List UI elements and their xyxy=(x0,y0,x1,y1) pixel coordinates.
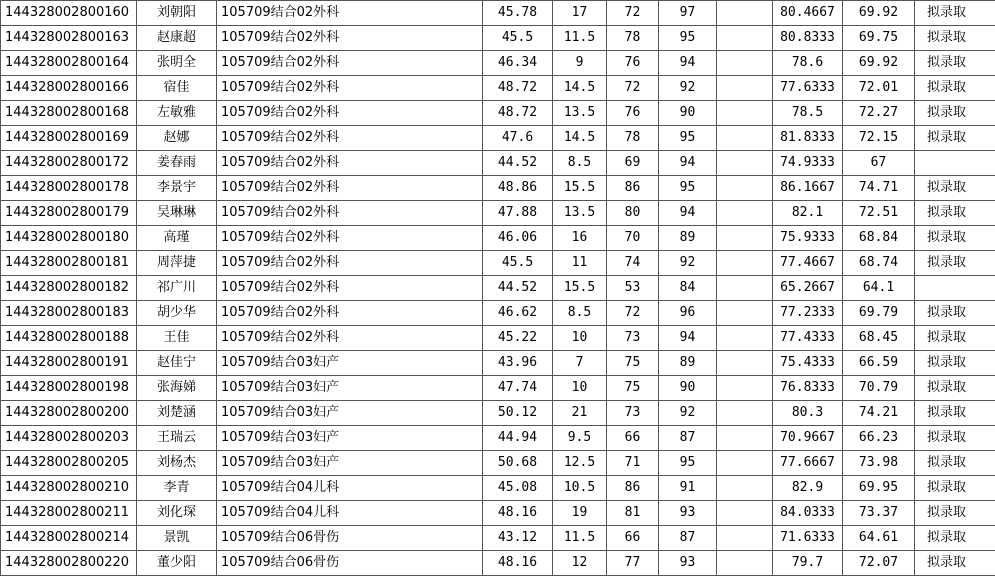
candidate-name-cell: 赵康超 xyxy=(137,26,217,51)
table-row xyxy=(1,251,995,276)
candidate-id-cell: 144328002800188 xyxy=(1,326,137,351)
candidate-id-cell: 144328002800168 xyxy=(1,101,137,126)
score-3-cell: 78 xyxy=(607,126,659,151)
composite-score-cell: 82.1 xyxy=(773,201,843,226)
table-row xyxy=(1,351,995,376)
admission-status-cell: 拟录取 xyxy=(915,176,995,201)
table-row xyxy=(1,401,995,426)
score-3-cell: 77 xyxy=(607,551,659,576)
admission-status-cell: 拟录取 xyxy=(915,376,995,401)
table-row xyxy=(1,301,995,326)
score-4-cell: 92 xyxy=(659,76,717,101)
blank-cell xyxy=(717,201,773,226)
total-score-cell: 72.51 xyxy=(843,201,915,226)
program-cell: 105709结合02外科 xyxy=(217,1,483,26)
program-cell: 105709结合03妇产 xyxy=(217,376,483,401)
score-4-cell: 89 xyxy=(659,351,717,376)
total-score-cell: 69.92 xyxy=(843,1,915,26)
table-row xyxy=(1,426,995,451)
score-3-cell: 72 xyxy=(607,301,659,326)
total-score-cell: 68.84 xyxy=(843,226,915,251)
score-1-cell: 47.6 xyxy=(483,126,553,151)
program-cell: 105709结合03妇产 xyxy=(217,426,483,451)
score-1-cell: 45.08 xyxy=(483,476,553,501)
score-1-cell: 45.22 xyxy=(483,326,553,351)
score-4-cell: 93 xyxy=(659,501,717,526)
score-1-cell: 45.78 xyxy=(483,1,553,26)
total-score-cell: 69.75 xyxy=(843,26,915,51)
admission-status-cell xyxy=(915,276,995,301)
composite-score-cell: 81.8333 xyxy=(773,126,843,151)
composite-score-cell: 75.4333 xyxy=(773,351,843,376)
total-score-cell: 73.37 xyxy=(843,501,915,526)
program-cell: 105709结合02外科 xyxy=(217,326,483,351)
score-4-cell: 95 xyxy=(659,451,717,476)
score-1-cell: 45.5 xyxy=(483,251,553,276)
program-cell: 105709结合02外科 xyxy=(217,76,483,101)
admission-status-cell: 拟录取 xyxy=(915,201,995,226)
total-score-cell: 68.45 xyxy=(843,326,915,351)
total-score-cell: 69.95 xyxy=(843,476,915,501)
score-2-cell: 9.5 xyxy=(553,426,607,451)
composite-score-cell: 65.2667 xyxy=(773,276,843,301)
candidate-id-cell: 144328002800179 xyxy=(1,201,137,226)
blank-cell xyxy=(717,476,773,501)
table-row xyxy=(1,226,995,251)
admission-status-cell xyxy=(915,151,995,176)
table-row xyxy=(1,501,995,526)
score-4-cell: 90 xyxy=(659,101,717,126)
candidate-name-cell: 王瑞云 xyxy=(137,426,217,451)
candidate-name-cell: 吴琳琳 xyxy=(137,201,217,226)
table-row xyxy=(1,26,995,51)
score-1-cell: 43.96 xyxy=(483,351,553,376)
score-3-cell: 76 xyxy=(607,51,659,76)
blank-cell xyxy=(717,551,773,576)
program-cell: 105709结合02外科 xyxy=(217,176,483,201)
candidate-name-cell: 赵娜 xyxy=(137,126,217,151)
program-cell: 105709结合03妇产 xyxy=(217,351,483,376)
blank-cell xyxy=(717,451,773,476)
score-4-cell: 91 xyxy=(659,476,717,501)
table-row xyxy=(1,101,995,126)
score-2-cell: 8.5 xyxy=(553,301,607,326)
admission-status-cell: 拟录取 xyxy=(915,326,995,351)
score-4-cell: 93 xyxy=(659,551,717,576)
candidate-id-cell: 144328002800203 xyxy=(1,426,137,451)
candidate-name-cell: 王佳 xyxy=(137,326,217,351)
score-2-cell: 8.5 xyxy=(553,151,607,176)
table-row xyxy=(1,126,995,151)
total-score-cell: 66.23 xyxy=(843,426,915,451)
table-row xyxy=(1,51,995,76)
score-4-cell: 92 xyxy=(659,401,717,426)
table-row xyxy=(1,276,995,301)
blank-cell xyxy=(717,276,773,301)
score-3-cell: 73 xyxy=(607,326,659,351)
composite-score-cell: 77.4667 xyxy=(773,251,843,276)
score-3-cell: 74 xyxy=(607,251,659,276)
score-2-cell: 13.5 xyxy=(553,101,607,126)
score-4-cell: 87 xyxy=(659,526,717,551)
candidate-id-cell: 144328002800214 xyxy=(1,526,137,551)
total-score-cell: 72.01 xyxy=(843,76,915,101)
total-score-cell: 70.79 xyxy=(843,376,915,401)
admission-status-cell: 拟录取 xyxy=(915,76,995,101)
score-3-cell: 71 xyxy=(607,451,659,476)
score-1-cell: 45.5 xyxy=(483,26,553,51)
score-2-cell: 16 xyxy=(553,226,607,251)
score-3-cell: 70 xyxy=(607,226,659,251)
candidate-name-cell: 高瑾 xyxy=(137,226,217,251)
score-4-cell: 90 xyxy=(659,376,717,401)
score-1-cell: 48.72 xyxy=(483,101,553,126)
candidate-name-cell: 刘楚涵 xyxy=(137,401,217,426)
total-score-cell: 64.1 xyxy=(843,276,915,301)
candidate-name-cell: 祁广川 xyxy=(137,276,217,301)
score-1-cell: 47.74 xyxy=(483,376,553,401)
score-3-cell: 75 xyxy=(607,351,659,376)
blank-cell xyxy=(717,326,773,351)
score-1-cell: 44.52 xyxy=(483,276,553,301)
admission-status-cell: 拟录取 xyxy=(915,551,995,576)
composite-score-cell: 79.7 xyxy=(773,551,843,576)
blank-cell xyxy=(717,101,773,126)
score-2-cell: 13.5 xyxy=(553,201,607,226)
blank-cell xyxy=(717,126,773,151)
blank-cell xyxy=(717,351,773,376)
composite-score-cell: 80.4667 xyxy=(773,1,843,26)
score-2-cell: 12.5 xyxy=(553,451,607,476)
program-cell: 105709结合03妇产 xyxy=(217,401,483,426)
score-4-cell: 84 xyxy=(659,276,717,301)
total-score-cell: 72.07 xyxy=(843,551,915,576)
score-1-cell: 44.52 xyxy=(483,151,553,176)
score-2-cell: 12 xyxy=(553,551,607,576)
composite-score-cell: 78.5 xyxy=(773,101,843,126)
candidate-id-cell: 144328002800183 xyxy=(1,301,137,326)
score-2-cell: 17 xyxy=(553,1,607,26)
program-cell: 105709结合02外科 xyxy=(217,151,483,176)
blank-cell xyxy=(717,51,773,76)
candidate-id-cell: 144328002800169 xyxy=(1,126,137,151)
admission-status-cell: 拟录取 xyxy=(915,126,995,151)
total-score-cell: 74.71 xyxy=(843,176,915,201)
candidate-id-cell: 144328002800163 xyxy=(1,26,137,51)
table-row xyxy=(1,551,995,576)
score-4-cell: 95 xyxy=(659,26,717,51)
score-1-cell: 46.62 xyxy=(483,301,553,326)
candidate-name-cell: 刘杨杰 xyxy=(137,451,217,476)
score-1-cell: 46.06 xyxy=(483,226,553,251)
table-row xyxy=(1,176,995,201)
candidate-id-cell: 144328002800166 xyxy=(1,76,137,101)
score-3-cell: 66 xyxy=(607,526,659,551)
program-cell: 105709结合02外科 xyxy=(217,201,483,226)
score-2-cell: 14.5 xyxy=(553,126,607,151)
total-score-cell: 67 xyxy=(843,151,915,176)
program-cell: 105709结合02外科 xyxy=(217,126,483,151)
total-score-cell: 72.27 xyxy=(843,101,915,126)
score-1-cell: 47.88 xyxy=(483,201,553,226)
score-1-cell: 48.72 xyxy=(483,76,553,101)
program-cell: 105709结合02外科 xyxy=(217,276,483,301)
composite-score-cell: 76.8333 xyxy=(773,376,843,401)
composite-score-cell: 77.6333 xyxy=(773,76,843,101)
candidate-name-cell: 姜春雨 xyxy=(137,151,217,176)
candidate-id-cell: 144328002800164 xyxy=(1,51,137,76)
score-3-cell: 69 xyxy=(607,151,659,176)
score-4-cell: 94 xyxy=(659,151,717,176)
table-row xyxy=(1,376,995,401)
candidate-id-cell: 144328002800198 xyxy=(1,376,137,401)
score-4-cell: 95 xyxy=(659,126,717,151)
score-4-cell: 96 xyxy=(659,301,717,326)
blank-cell xyxy=(717,501,773,526)
admission-status-cell: 拟录取 xyxy=(915,251,995,276)
score-2-cell: 7 xyxy=(553,351,607,376)
admission-status-cell: 拟录取 xyxy=(915,301,995,326)
table-row xyxy=(1,201,995,226)
total-score-cell: 74.21 xyxy=(843,401,915,426)
score-3-cell: 75 xyxy=(607,376,659,401)
admission-status-cell: 拟录取 xyxy=(915,426,995,451)
table-row xyxy=(1,326,995,351)
blank-cell xyxy=(717,176,773,201)
score-2-cell: 10 xyxy=(553,326,607,351)
candidate-name-cell: 张明全 xyxy=(137,51,217,76)
total-score-cell: 73.98 xyxy=(843,451,915,476)
score-3-cell: 72 xyxy=(607,1,659,26)
score-2-cell: 11 xyxy=(553,251,607,276)
score-2-cell: 21 xyxy=(553,401,607,426)
blank-cell xyxy=(717,76,773,101)
score-3-cell: 78 xyxy=(607,26,659,51)
admission-status-cell: 拟录取 xyxy=(915,501,995,526)
score-2-cell: 9 xyxy=(553,51,607,76)
total-score-cell: 64.61 xyxy=(843,526,915,551)
blank-cell xyxy=(717,251,773,276)
score-1-cell: 48.16 xyxy=(483,551,553,576)
score-2-cell: 19 xyxy=(553,501,607,526)
score-4-cell: 94 xyxy=(659,201,717,226)
score-4-cell: 89 xyxy=(659,226,717,251)
admission-status-cell: 拟录取 xyxy=(915,526,995,551)
blank-cell xyxy=(717,151,773,176)
score-4-cell: 94 xyxy=(659,326,717,351)
score-1-cell: 50.68 xyxy=(483,451,553,476)
candidate-name-cell: 胡少华 xyxy=(137,301,217,326)
program-cell: 105709结合02外科 xyxy=(217,51,483,76)
total-score-cell: 68.74 xyxy=(843,251,915,276)
program-cell: 105709结合03妇产 xyxy=(217,451,483,476)
program-cell: 105709结合06骨伤 xyxy=(217,551,483,576)
admission-status-cell: 拟录取 xyxy=(915,476,995,501)
candidate-id-cell: 144328002800191 xyxy=(1,351,137,376)
score-2-cell: 11.5 xyxy=(553,526,607,551)
candidate-name-cell: 李景宇 xyxy=(137,176,217,201)
total-score-cell: 69.92 xyxy=(843,51,915,76)
composite-score-cell: 71.6333 xyxy=(773,526,843,551)
table-row xyxy=(1,76,995,101)
score-3-cell: 66 xyxy=(607,426,659,451)
composite-score-cell: 78.6 xyxy=(773,51,843,76)
candidate-id-cell: 144328002800205 xyxy=(1,451,137,476)
admission-status-cell: 拟录取 xyxy=(915,451,995,476)
admission-status-cell: 拟录取 xyxy=(915,101,995,126)
score-3-cell: 76 xyxy=(607,101,659,126)
table-row xyxy=(1,1,995,26)
score-2-cell: 15.5 xyxy=(553,276,607,301)
admission-status-cell: 拟录取 xyxy=(915,401,995,426)
candidate-name-cell: 宿佳 xyxy=(137,76,217,101)
admission-status-cell: 拟录取 xyxy=(915,26,995,51)
candidate-name-cell: 周萍捷 xyxy=(137,251,217,276)
candidate-id-cell: 144328002800180 xyxy=(1,226,137,251)
candidate-name-cell: 张海娣 xyxy=(137,376,217,401)
score-4-cell: 94 xyxy=(659,51,717,76)
candidate-id-cell: 144328002800210 xyxy=(1,476,137,501)
total-score-cell: 66.59 xyxy=(843,351,915,376)
program-cell: 105709结合02外科 xyxy=(217,101,483,126)
candidate-name-cell: 刘朝阳 xyxy=(137,1,217,26)
candidate-name-cell: 董少阳 xyxy=(137,551,217,576)
candidate-id-cell: 144328002800172 xyxy=(1,151,137,176)
admission-status-cell: 拟录取 xyxy=(915,226,995,251)
candidate-id-cell: 144328002800220 xyxy=(1,551,137,576)
candidate-name-cell: 赵佳宁 xyxy=(137,351,217,376)
candidate-id-cell: 144328002800200 xyxy=(1,401,137,426)
blank-cell xyxy=(717,376,773,401)
composite-score-cell: 86.1667 xyxy=(773,176,843,201)
total-score-cell: 69.79 xyxy=(843,301,915,326)
candidate-name-cell: 景凯 xyxy=(137,526,217,551)
composite-score-cell: 75.9333 xyxy=(773,226,843,251)
composite-score-cell: 82.9 xyxy=(773,476,843,501)
total-score-cell: 72.15 xyxy=(843,126,915,151)
score-1-cell: 46.34 xyxy=(483,51,553,76)
blank-cell xyxy=(717,226,773,251)
score-2-cell: 15.5 xyxy=(553,176,607,201)
score-2-cell: 10 xyxy=(553,376,607,401)
score-1-cell: 48.86 xyxy=(483,176,553,201)
score-3-cell: 81 xyxy=(607,501,659,526)
table-row xyxy=(1,526,995,551)
table-row xyxy=(1,476,995,501)
score-4-cell: 87 xyxy=(659,426,717,451)
candidate-id-cell: 144328002800181 xyxy=(1,251,137,276)
score-3-cell: 72 xyxy=(607,76,659,101)
composite-score-cell: 74.9333 xyxy=(773,151,843,176)
score-2-cell: 10.5 xyxy=(553,476,607,501)
candidate-id-cell: 144328002800178 xyxy=(1,176,137,201)
score-2-cell: 14.5 xyxy=(553,76,607,101)
score-4-cell: 95 xyxy=(659,176,717,201)
composite-score-cell: 77.6667 xyxy=(773,451,843,476)
program-cell: 105709结合04儿科 xyxy=(217,476,483,501)
blank-cell xyxy=(717,301,773,326)
score-3-cell: 86 xyxy=(607,176,659,201)
blank-cell xyxy=(717,401,773,426)
score-3-cell: 53 xyxy=(607,276,659,301)
score-1-cell: 50.12 xyxy=(483,401,553,426)
composite-score-cell: 84.0333 xyxy=(773,501,843,526)
score-1-cell: 48.16 xyxy=(483,501,553,526)
candidate-id-cell: 144328002800211 xyxy=(1,501,137,526)
candidate-id-cell: 144328002800182 xyxy=(1,276,137,301)
score-4-cell: 92 xyxy=(659,251,717,276)
candidate-name-cell: 李青 xyxy=(137,476,217,501)
program-cell: 105709结合04儿科 xyxy=(217,501,483,526)
score-1-cell: 44.94 xyxy=(483,426,553,451)
blank-cell xyxy=(717,426,773,451)
score-3-cell: 86 xyxy=(607,476,659,501)
blank-cell xyxy=(717,526,773,551)
admission-status-cell: 拟录取 xyxy=(915,351,995,376)
program-cell: 105709结合02外科 xyxy=(217,301,483,326)
composite-score-cell: 77.2333 xyxy=(773,301,843,326)
admission-status-cell: 拟录取 xyxy=(915,1,995,26)
candidate-id-cell: 144328002800160 xyxy=(1,1,137,26)
score-1-cell: 43.12 xyxy=(483,526,553,551)
program-cell: 105709结合02外科 xyxy=(217,26,483,51)
score-2-cell: 11.5 xyxy=(553,26,607,51)
composite-score-cell: 70.9667 xyxy=(773,426,843,451)
program-cell: 105709结合02外科 xyxy=(217,226,483,251)
table-row xyxy=(1,451,995,476)
composite-score-cell: 80.8333 xyxy=(773,26,843,51)
blank-cell xyxy=(717,1,773,26)
score-3-cell: 73 xyxy=(607,401,659,426)
admission-status-cell: 拟录取 xyxy=(915,51,995,76)
composite-score-cell: 77.4333 xyxy=(773,326,843,351)
blank-cell xyxy=(717,26,773,51)
score-3-cell: 80 xyxy=(607,201,659,226)
score-4-cell: 97 xyxy=(659,1,717,26)
program-cell: 105709结合06骨伤 xyxy=(217,526,483,551)
candidate-name-cell: 刘化琛 xyxy=(137,501,217,526)
composite-score-cell: 80.3 xyxy=(773,401,843,426)
table-row xyxy=(1,151,995,176)
program-cell: 105709结合02外科 xyxy=(217,251,483,276)
candidate-name-cell: 左敏雅 xyxy=(137,101,217,126)
